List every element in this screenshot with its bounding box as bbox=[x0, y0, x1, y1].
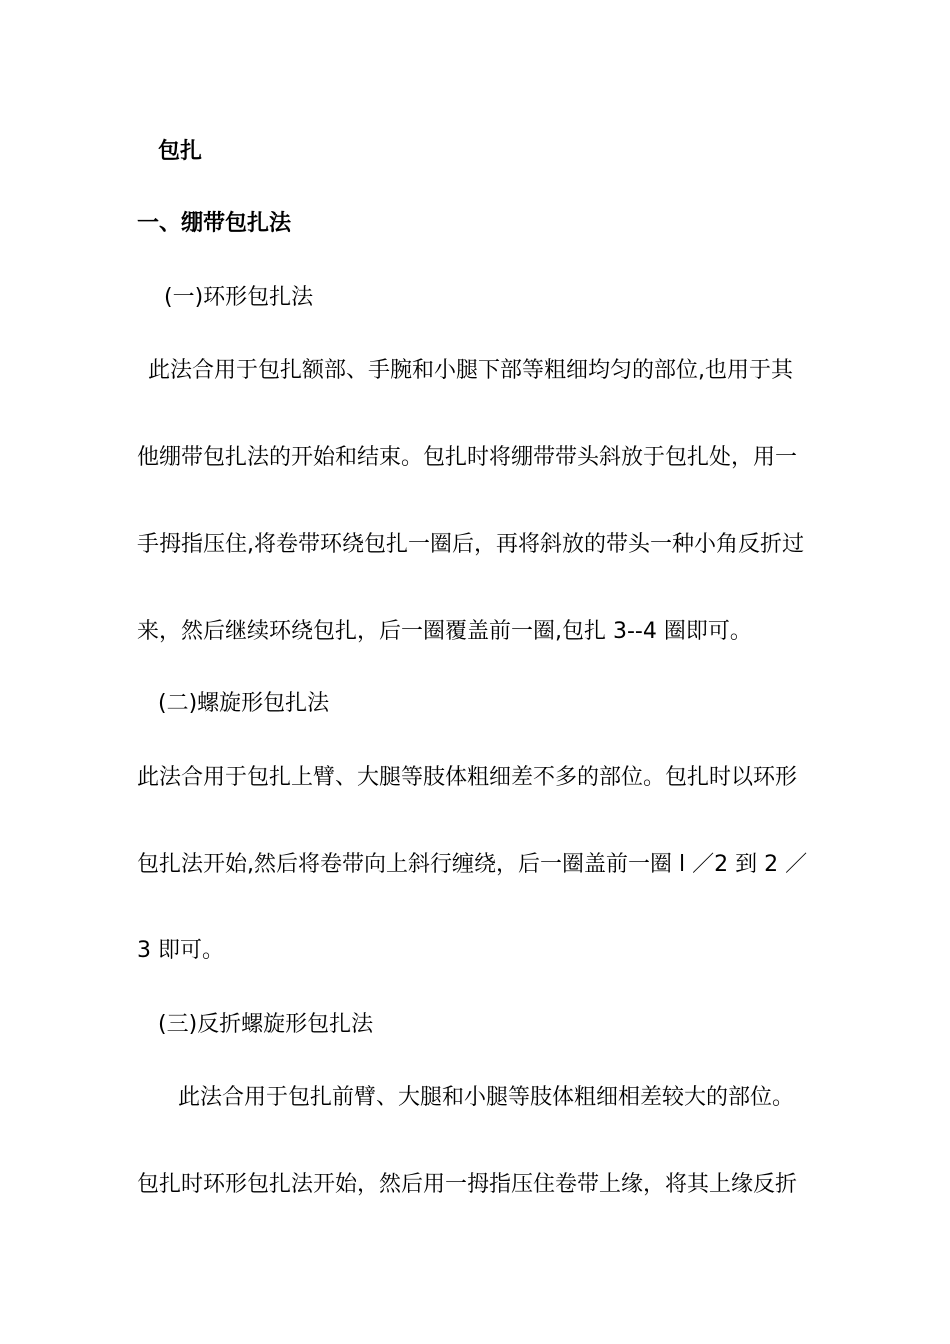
paragraph-line: 包扎法开始,然后将卷带向上斜行缠绕，后一圈盖前一圈 l ／2 到 2 ／ bbox=[137, 852, 808, 877]
subsection-heading-spiral: (二)螺旋形包扎法 bbox=[158, 691, 330, 716]
document-title: 包扎 bbox=[158, 139, 203, 164]
paragraph-line: 来，然后继续环绕包扎，后一圈覆盖前一圈,包扎 3--4 圈即可。 bbox=[137, 619, 752, 644]
section-heading-bandage-methods: 一、绷带包扎法 bbox=[137, 211, 292, 236]
paragraph-line: 手拇指压住,将卷带环绕包扎一圈后，再将斜放的带头一种小角反折过 bbox=[137, 532, 804, 557]
subsection-heading-circular: (一)环形包扎法 bbox=[164, 285, 314, 310]
subsection-heading-reverse-spiral: (三)反折螺旋形包扎法 bbox=[158, 1012, 374, 1037]
paragraph-line: 此法合用于包扎额部、手腕和小腿下部等粗细均匀的部位,也用于其 bbox=[148, 358, 793, 383]
paragraph-line: 此法合用于包扎前臂、大腿和小腿等肢体粗细相差较大的部位。 bbox=[178, 1085, 795, 1110]
paragraph-line: 包扎时环形包扎法开始，然后用一拇指压住卷带上缘，将其上缘反折 bbox=[137, 1172, 798, 1197]
paragraph-line: 此法合用于包扎上臂、大腿等肢体粗细差不多的部位。包扎时以环形 bbox=[137, 765, 798, 790]
paragraph-line: 他绷带包扎法的开始和结束。包扎时将绷带带头斜放于包扎处，用一 bbox=[137, 445, 798, 470]
paragraph-line: 3 即可。 bbox=[137, 938, 224, 963]
